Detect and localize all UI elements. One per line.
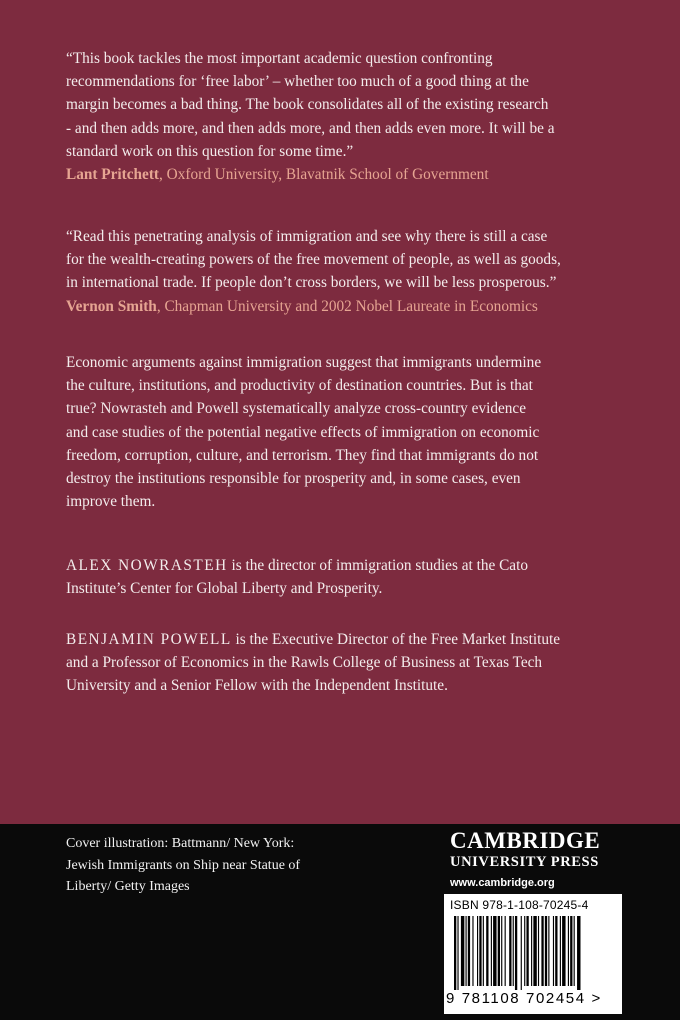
- cover-illustration-credit: [66, 833, 386, 898]
- description-line: improve them.: [66, 493, 156, 511]
- credit-line: Cover illustration: Battmann/ New York:: [66, 836, 295, 851]
- quote-line: margin becomes a bad thing. The book consolidates all of the existing research: [66, 96, 549, 114]
- quote-line: - and then adds more, and then adds more, and then adds even more. It will be a: [66, 119, 555, 137]
- bio-line: [66, 628, 622, 651]
- barcode-bar: [509, 916, 511, 986]
- barcode-bar: [483, 916, 484, 986]
- barcode-bar: [574, 916, 575, 986]
- bio-line: University and a Senior Fellow with the Independent Institute.: [66, 677, 448, 695]
- isbn-barcode: [444, 894, 622, 1014]
- description-line: freedom, corruption, culture, and terrorism. They find that immigrants do not: [66, 446, 539, 464]
- barcode-bar: [477, 916, 478, 986]
- barcode-bar: [472, 916, 473, 986]
- book-description: [66, 351, 622, 513]
- endorsement-quote-2: [66, 225, 622, 318]
- endorsement-quote-1: [66, 47, 622, 186]
- barcode-bar: [533, 916, 536, 986]
- credit-line: Liberty/ Getty Images: [66, 879, 190, 894]
- barcode-bar: [468, 916, 470, 986]
- bio-text: is the director of immigration studies at the Cato: [227, 557, 528, 574]
- barcode-bar: [562, 916, 565, 986]
- description-line: true? Nowrasteh and Powell systematically analyze cross-country evidence: [66, 400, 527, 418]
- quote-attribution: [66, 163, 622, 186]
- barcode-bar: [521, 916, 522, 990]
- barcode-bar: [538, 916, 539, 986]
- barcode-bar: [560, 916, 561, 986]
- bio-line: Institute’s Center for Global Liberty and Prosperity.: [66, 580, 383, 598]
- barcode-bar: [531, 916, 532, 986]
- quote-line: standard work on this question for some time.”: [66, 142, 354, 160]
- author-bio-nowrasteh: [66, 554, 622, 600]
- barcode-bar: [570, 916, 572, 986]
- barcode-bar: [526, 916, 528, 986]
- barcode-bar: [513, 916, 514, 986]
- barcode-bar: [555, 916, 557, 986]
- publisher-subtitle: UNIVERSITY PRESS: [450, 854, 599, 870]
- bio-author-name: BENJAMIN POWELL: [66, 631, 232, 648]
- barcode-bar: [491, 916, 492, 986]
- quote-author: Lant Pritchett: [66, 166, 160, 184]
- quote-affiliation: , Oxford University, Blavatnik School of Government: [159, 166, 489, 184]
- bio-text: is the Executive Director of the Free Market Institute: [231, 631, 561, 648]
- publisher-name: CAMBRIDGE: [450, 828, 601, 853]
- barcode-bar: [568, 916, 569, 986]
- barcode-bar: [541, 916, 543, 986]
- author-bio-powell: [66, 628, 622, 698]
- barcode-bar: [524, 916, 525, 986]
- description-line: Economic arguments against immigration suggest that immigrants undermine: [66, 354, 542, 371]
- barcode-bar: [577, 916, 580, 990]
- barcode-bar: [505, 916, 506, 986]
- barcode-bar: [454, 916, 456, 990]
- barcode-bar: [498, 916, 500, 986]
- barcode-bar: [501, 916, 502, 986]
- barcode-bar: [461, 916, 464, 986]
- quote-attribution: [66, 295, 622, 318]
- quote-line: “Read this penetrating analysis of immigration and see why there is still a case: [66, 228, 548, 245]
- description-line: and case studies of the potential negative effects of immigration on economic: [66, 423, 540, 441]
- barcode-bar: [553, 916, 554, 986]
- quote-author: Vernon Smith: [66, 297, 157, 315]
- barcode-bar: [466, 916, 467, 986]
- credit-line: Jewish Immigrants on Ship near Statue of: [66, 857, 301, 873]
- quote-line: “This book tackles the most important academic question confronting: [66, 50, 493, 67]
- publisher-logo: [450, 828, 630, 889]
- quote-affiliation: , Chapman University and 2002 Nobel Laureate in Economics: [156, 297, 538, 315]
- quote-line: for the wealth-creating powers of the free movement of people, as well as goods,: [66, 251, 561, 269]
- barcode-bar: [493, 916, 496, 986]
- barcode-bars: [454, 916, 614, 990]
- description-line: the culture, institutions, and productivity of destination countries. But is that: [66, 377, 533, 395]
- barcode-bar: [486, 916, 488, 986]
- barcode-digits: 9 781108 702454 >: [446, 990, 602, 1007]
- barcode-bar: [545, 916, 547, 986]
- publisher-url: www.cambridge.org: [450, 877, 555, 889]
- isbn-label: ISBN 978-1-108-70245-4: [450, 898, 589, 912]
- barcode-bar: [479, 916, 481, 986]
- bio-line: [66, 554, 622, 577]
- quote-line: recommendations for ‘free labor’ – whether too much of a good thing at the: [66, 73, 529, 91]
- barcode-bar: [457, 916, 458, 990]
- bio-line: and a Professor of Economics in the Rawls College of Business at Texas Tech: [66, 654, 543, 672]
- quote-line: in international trade. If people don’t cross borders, we will be less prosperous.”: [66, 274, 557, 292]
- barcode-bar: [548, 916, 549, 986]
- cover-footer: [0, 824, 680, 1020]
- bio-author-name: ALEX NOWRASTEH: [66, 557, 228, 574]
- barcode-bar: [515, 916, 517, 990]
- description-line: destroy the institutions responsible for prosperity and, in some cases, even: [66, 470, 521, 488]
